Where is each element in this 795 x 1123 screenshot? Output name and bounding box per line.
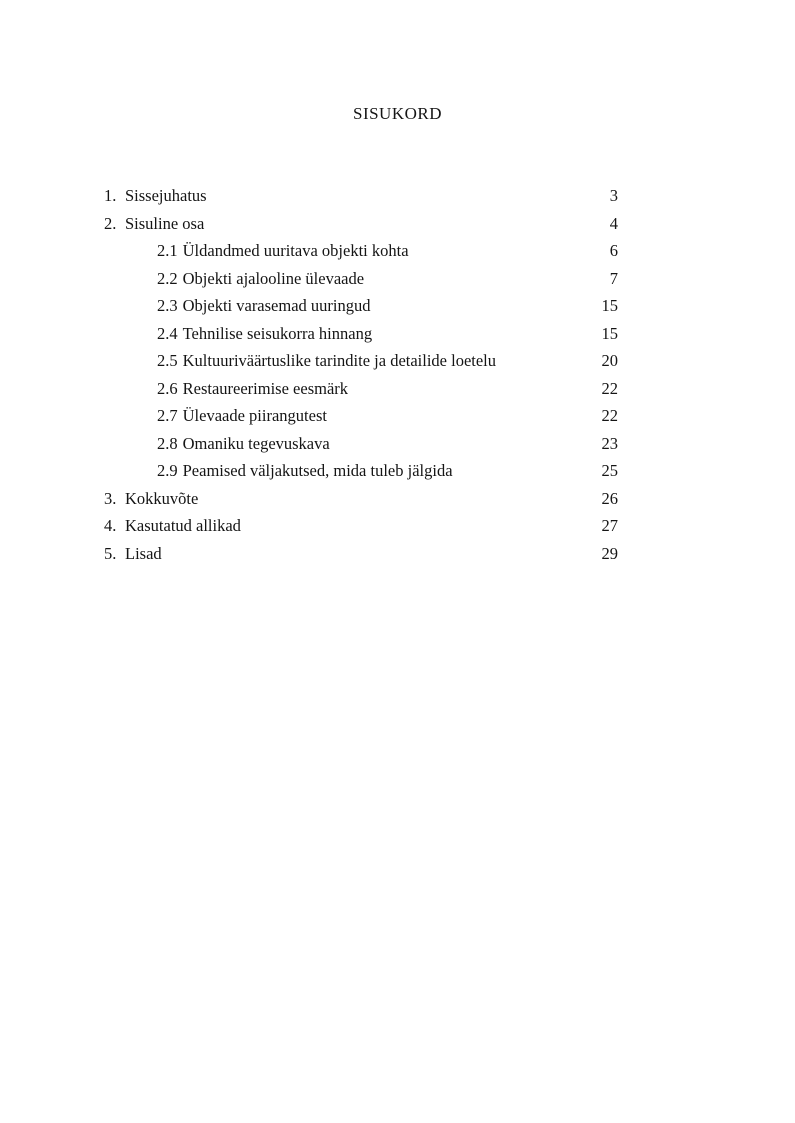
toc-item-label: Omaniku tegevuskava bbox=[182, 433, 330, 453]
toc-item-number: 2.4 bbox=[157, 323, 178, 343]
toc-item-label: Lisad bbox=[125, 543, 162, 563]
toc-row bbox=[104, 269, 618, 297]
toc-item-number: 2.8 bbox=[157, 433, 178, 453]
toc-row bbox=[104, 434, 618, 462]
toc-item-page: 23 bbox=[601, 433, 618, 453]
toc-item-page: 29 bbox=[601, 543, 618, 563]
toc-row bbox=[104, 324, 618, 352]
toc-item-label: Üldandmed uuritava objekti kohta bbox=[182, 241, 409, 260]
toc-item-label: Restaureerimise eesmärk bbox=[182, 378, 349, 398]
toc-row bbox=[104, 544, 618, 572]
toc-item-label: Kasutatud allikad bbox=[125, 516, 241, 535]
toc-item-label: Objekti ajalooline ülevaade bbox=[182, 268, 365, 288]
toc-item-label: Ülevaade piirangutest bbox=[182, 406, 327, 425]
toc-row bbox=[104, 379, 618, 407]
toc-row bbox=[104, 406, 618, 434]
toc-row bbox=[104, 241, 618, 269]
toc-item-label: Objekti varasemad uuringud bbox=[182, 296, 371, 315]
toc-item-number: 2.7 bbox=[157, 406, 178, 425]
toc-item-page: 15 bbox=[601, 296, 618, 315]
toc-item-page: 3 bbox=[609, 186, 618, 205]
toc-row bbox=[104, 214, 618, 242]
toc-item-number: 2.5 bbox=[157, 351, 178, 370]
toc-item-number: 2.6 bbox=[157, 378, 178, 398]
toc-item-page: 6 bbox=[609, 241, 618, 260]
toc-item-label: Sissejuhatus bbox=[125, 186, 207, 205]
page-title: SISUKORD bbox=[352, 104, 443, 123]
toc-item-page: 15 bbox=[601, 323, 618, 343]
toc-row bbox=[104, 461, 618, 489]
toc-item-number: 2.1 bbox=[157, 241, 178, 260]
toc-item-label: Kokkuvõte bbox=[125, 488, 199, 508]
toc-item-page: 25 bbox=[601, 461, 618, 480]
toc-row bbox=[104, 351, 618, 379]
toc-item-number: 2.9 bbox=[157, 461, 178, 480]
toc-item-label: Tehnilise seisukorra hinnang bbox=[182, 323, 373, 343]
toc-item-label: Sisuline osa bbox=[125, 213, 205, 233]
toc-item-number: 2. bbox=[104, 213, 117, 233]
toc-item-page: 20 bbox=[601, 351, 618, 370]
toc-item-number: 4. bbox=[104, 516, 117, 535]
toc-item-page: 22 bbox=[601, 406, 618, 425]
toc-item-page: 4 bbox=[609, 213, 618, 233]
toc-item-label: Kultuuriväärtuslike tarindite ja detailide loetelu bbox=[182, 351, 497, 370]
toc-item-page: 26 bbox=[601, 488, 618, 508]
toc-item-number: 2.3 bbox=[157, 296, 178, 315]
table-of-contents bbox=[104, 186, 618, 571]
toc-row bbox=[104, 489, 618, 517]
toc-row bbox=[104, 296, 618, 324]
toc-item-number: 2.2 bbox=[157, 268, 178, 288]
toc-item-number: 5. bbox=[104, 543, 117, 563]
toc-item-page: 27 bbox=[601, 516, 618, 535]
toc-item-number: 3. bbox=[104, 488, 117, 508]
toc-item-page: 22 bbox=[601, 378, 618, 398]
toc-row bbox=[104, 186, 618, 214]
toc-item-label: Peamised väljakutsed, mida tuleb jälgida bbox=[182, 461, 453, 480]
toc-row bbox=[104, 516, 618, 544]
toc-item-page: 7 bbox=[609, 268, 618, 288]
toc-item-number: 1. bbox=[104, 186, 117, 205]
